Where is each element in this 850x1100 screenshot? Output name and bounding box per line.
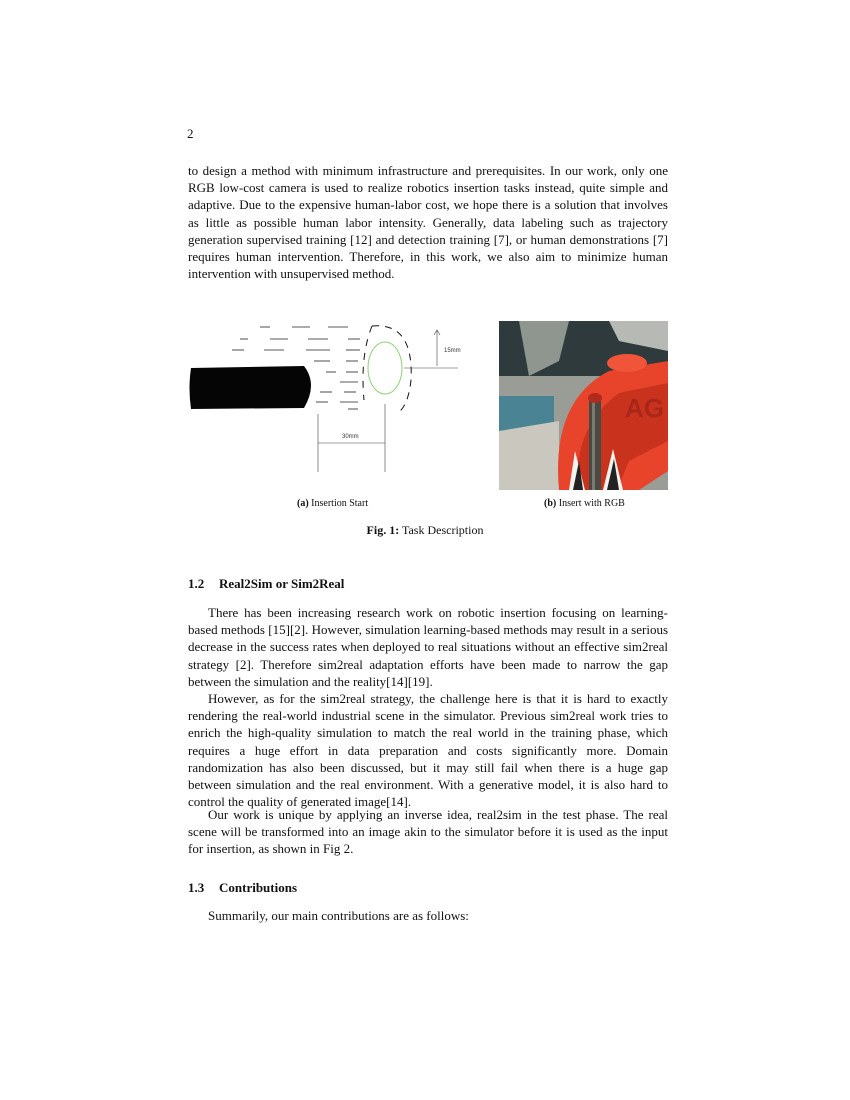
section-1-2-paragraph-3: Our work is unique by applying an inverse idea, real2sim in the test phase. The real scene will be transformed into an image akin to the simulator before it is used as the input for insertion, as shown in Fig 2. [188, 807, 668, 857]
peg-black-block [190, 366, 312, 409]
section-1-3-paragraph-1: Summarily, our main contributions are as follows: [208, 908, 469, 923]
vertical-dimension-label: 15mm [444, 348, 461, 354]
subcaption-b: (b) Insert with RGB [544, 498, 625, 509]
section-heading-1-2: 1.2 Real2Sim or Sim2Real [188, 576, 345, 591]
horizontal-dimension-label: 30mm [342, 434, 359, 440]
target-hole-ellipse [368, 342, 402, 394]
insert-with-rgb-photo [499, 321, 668, 490]
section-1-2-paragraph-2: However, as for the sim2real strategy, the challenge here is that it is hard to exactly rendering the real-world industrial scene in the simulator. Previous sim2real work tries to enrich the high-quality simulation to match the real world in the training phase, which requires a huge effort in data preparation and costs significantly more. Domain randomization has also been discussed, but it may still fail when there is a huge gap between simulation and the real environment. With a generative model, it is also hard to control the quality of generated image[14]. [188, 691, 668, 810]
section-heading-1-3: 1.3 Contributions [188, 880, 298, 895]
hole-outline-dashed [372, 326, 411, 414]
section-1-2-paragraph-1: There has been increasing research work on robotic insertion focusing on learning-based methods [15][2]. However, simulation learning-based methods may result in a serious decrease in the success rates when deployed to real situations without an effective sim2real strategy [2]. Therefore sim2real adaptation efforts have been made to narrow the gap between the simulation and the reality[14][19]. [188, 605, 668, 689]
intro-paragraph: to design a method with minimum infrastructure and prerequisites. In our work, only one RGB low-cost camera is used to realize robotics insertion tasks instead, quite simple and adaptive. Due to the expensive human-labor cost, we hope there is a solution that involves as little as possible human labor intensity. Generally, data labeling such as trajectory generation supervised training [12] and detection training [7], or human demonstrations [7] requires human intervention. Therefore, in this work, we also aim to minimize human intervention with unsupervised method. [188, 163, 668, 282]
subcaption-a: (a) Insertion Start [297, 498, 369, 509]
insertion-start-diagram [188, 316, 472, 492]
figure-caption: Fig. 1: Task Description [366, 523, 484, 537]
page-number: 2 [187, 126, 194, 141]
photo-embossed-text: AG [625, 393, 664, 423]
